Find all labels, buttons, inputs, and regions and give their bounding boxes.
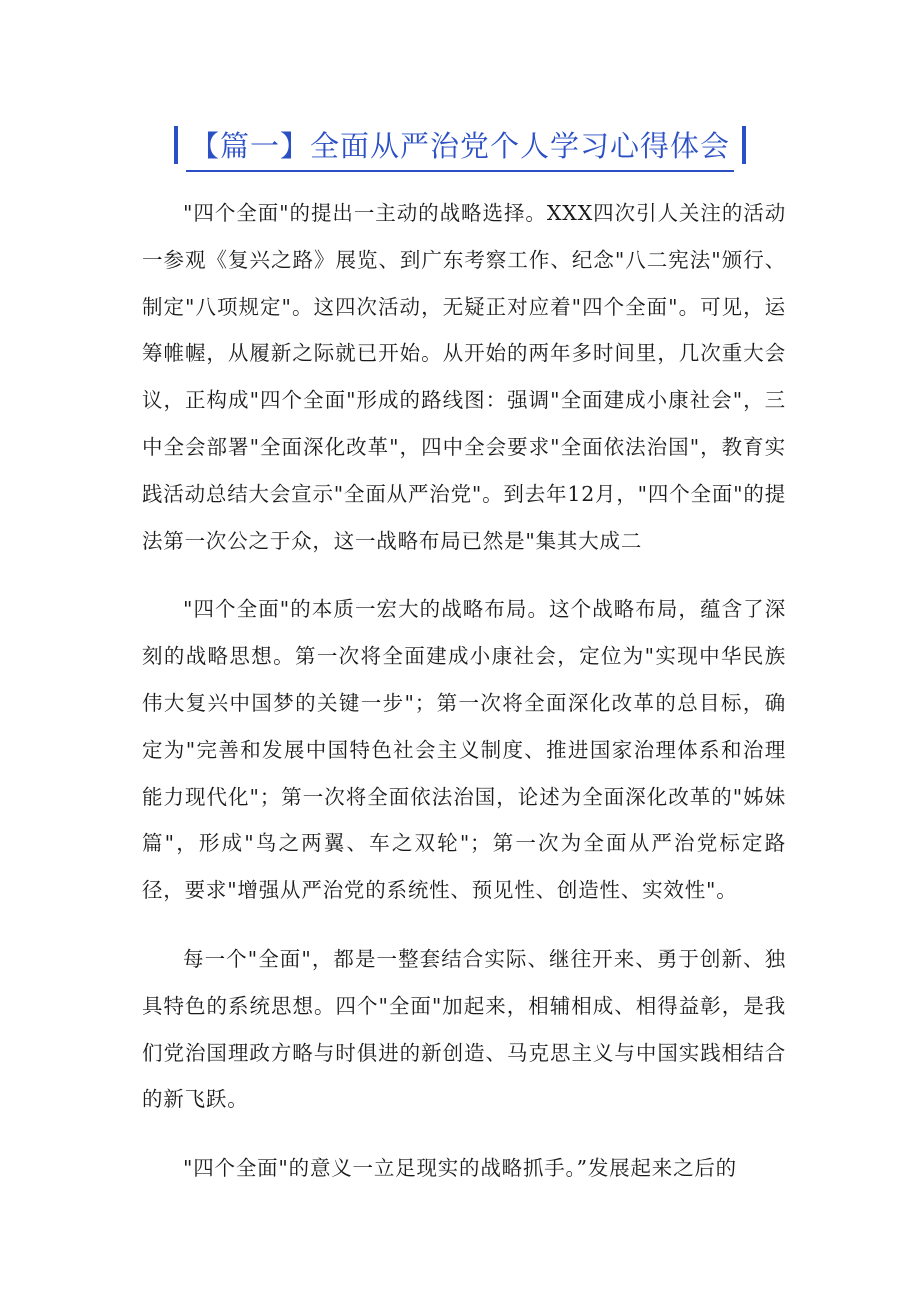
document-title-text: 【篇一】全面从严治党个人学习心得体会 (189, 129, 730, 163)
paragraph-3: 每一个"全面"，都是一整套结合实际、继往开来、勇于创新、独具特色的系统思想。四个"全面"加起来，相辅相成、相得益彰，是我们党治国理政方略与时俱进的新创造、马克思主义与中国实践相结合的新飞跃。 (142, 946, 786, 1112)
title-left-bar (174, 126, 178, 164)
document-title (174, 118, 746, 174)
paragraph-2: "四个全面"的本质一宏大的战略布局。这个战略布局，蕴含了深刻的战略思想。第一次将全面建成小康社会，定位为"实现中华民族伟大复兴中国梦的关键一步"；第一次将全面深化改革的总目标，确定为"完善和发展中国特色社会主义制度、推进国家治理体系和治理能力现代化"；第一次将全面依法治国，论述为全面深化改革的"姊妹篇"，形成"鸟之两翼、车之双轮"；第一次为全面从严治党标定路径，要求"增强从严治党的系统性、预见性、创造性、实效性"。 (142, 597, 786, 903)
title-right-bar (742, 126, 746, 164)
title-underline (186, 170, 734, 172)
paragraph-4: "四个全面"的意义一立足现实的战略抓手。”发展起来之后的 (183, 1156, 737, 1181)
title-container (0, 118, 920, 174)
document-body (142, 190, 786, 1214)
paragraph-1: "四个全面"的提出一主动的战略选择。XXX四次引人关注的活动一参观《复兴之路》展览、到广东考察工作、纪念"八二宪法"颁行、制定"八项规定"。这四次活动，无疑正对应着"四个全面"。可见，运筹帷幄，从履新之际就已开始。从开始的两年多时间里，几次重大会议，正构成"四个全面"形成的路线图：强调"全面建成小康社会"，三中全会部署"全面深化改革"，四中全会要求"全面依法治国"，教育实践活动总结大会宣示"全面从严治党"。到去年12月，"四个全面"的提法第一次公之于众，这一战略布局已然是"集其大成二 (142, 201, 786, 553)
